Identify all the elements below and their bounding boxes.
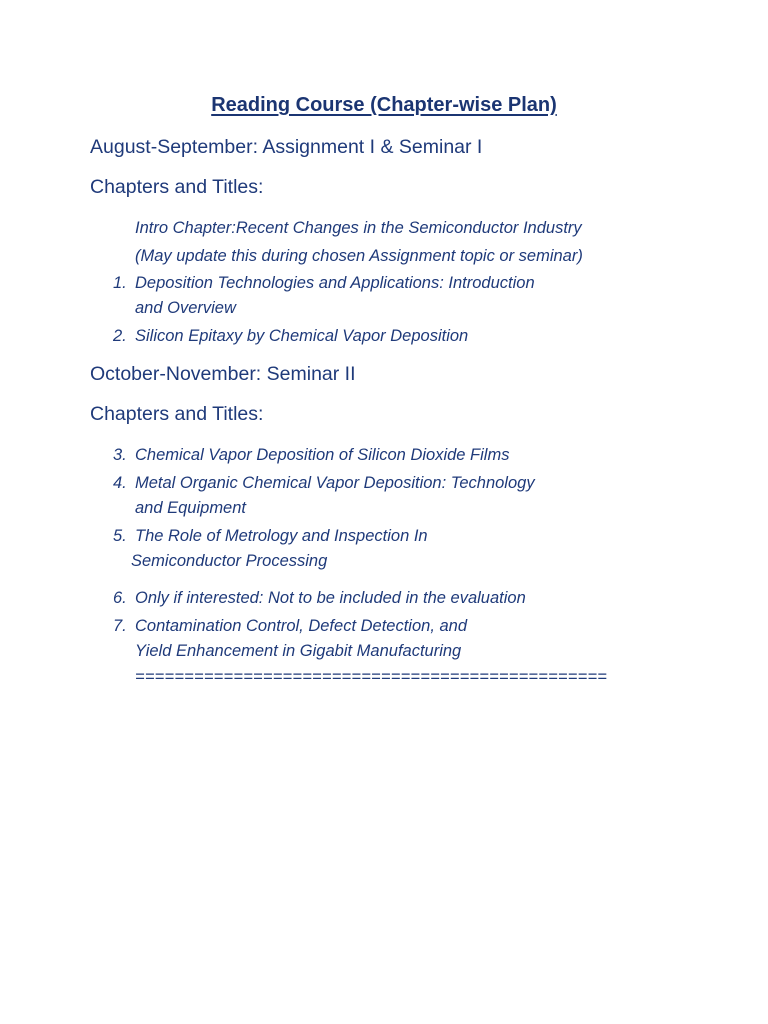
- list-item-number: 2.: [113, 327, 127, 345]
- section2-heading: October-November: Seminar II: [90, 363, 356, 385]
- list-item-text: Silicon Epitaxy by Chemical Vapor Deposition: [135, 327, 469, 345]
- list-item-number: 4.: [113, 474, 127, 492]
- list-item-text-continued: Yield Enhancement in Gigabit Manufacturing: [135, 642, 462, 660]
- list-item-text: Contamination Control, Defect Detection, and: [135, 617, 468, 635]
- list-item-text: The Role of Metrology and Inspection In: [135, 527, 428, 545]
- list-item-number: 7.: [113, 617, 127, 635]
- list-item-text-continued: Semiconductor Processing: [131, 552, 328, 570]
- list-item-number: 3.: [113, 446, 127, 464]
- list-item-number: 6.: [113, 589, 127, 607]
- list-item-text: Deposition Technologies and Applications: Introduction: [135, 274, 535, 292]
- list-item-text: Chemical Vapor Deposition of Silicon Dioxide Films: [135, 446, 510, 464]
- separator-line: ================================================: [135, 668, 608, 686]
- intro-chapter-line2: (May update this during chosen Assignment topic or seminar): [135, 247, 583, 265]
- list-item-text: Only if interested: Not to be included in the evaluation: [135, 589, 526, 607]
- section1-subheading: Chapters and Titles:: [90, 176, 264, 198]
- list-item-text-continued: and Overview: [135, 299, 236, 317]
- page-title: Reading Course (Chapter-wise Plan): [211, 94, 557, 116]
- section1-heading: August-September: Assignment I & Seminar I: [90, 136, 483, 158]
- list-item-number: 1.: [113, 274, 127, 292]
- list-item-number: 5.: [113, 527, 127, 545]
- section2-subheading: Chapters and Titles:: [90, 403, 264, 425]
- list-item-text-continued: and Equipment: [135, 499, 246, 517]
- list-item-text: Metal Organic Chemical Vapor Deposition: Technology: [135, 474, 535, 492]
- intro-chapter-line1: Intro Chapter:Recent Changes in the Semiconductor Industry: [135, 219, 582, 237]
